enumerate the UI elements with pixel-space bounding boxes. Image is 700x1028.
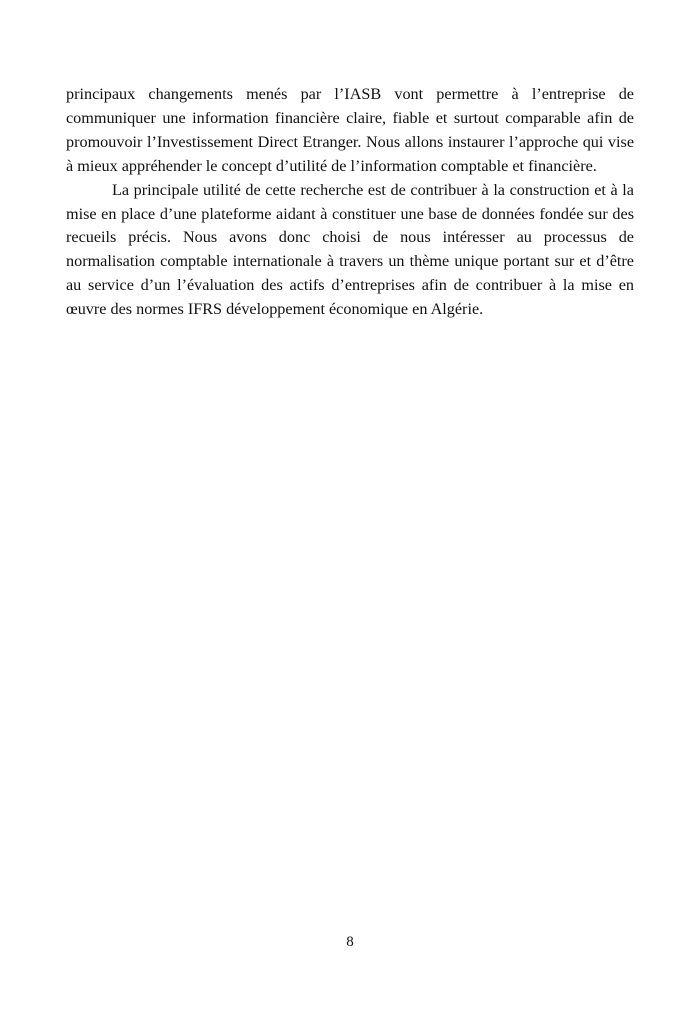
page-number: 8 <box>346 934 354 950</box>
paragraph-1: principaux changements menés par l’IASB vont permettre à l’entreprise de communiquer une information financière claire, fiable et surtout comparable afin de promouvoir l’Investissement Direct Etranger. Nous allons instaurer l’approche qui vise à mieux appréhender le concept d’utilité de l’information comptable et financière. <box>66 85 634 175</box>
body-text <box>66 83 634 322</box>
paragraph-2: La principale utilité de cette recherche est de contribuer à la construction et à la mise en place d’une plateforme aidant à constituer une base de données fondée sur des recueils précis. Nous avons donc choisi de nous intéresser au processus de normalisation comptable internationale à travers un thème unique portant sur et d’être au service d’un l’évaluation des actifs d’entreprises afin de contribuer à la mise en œuvre des normes IFRS développement économique en Algérie. <box>66 180 634 319</box>
